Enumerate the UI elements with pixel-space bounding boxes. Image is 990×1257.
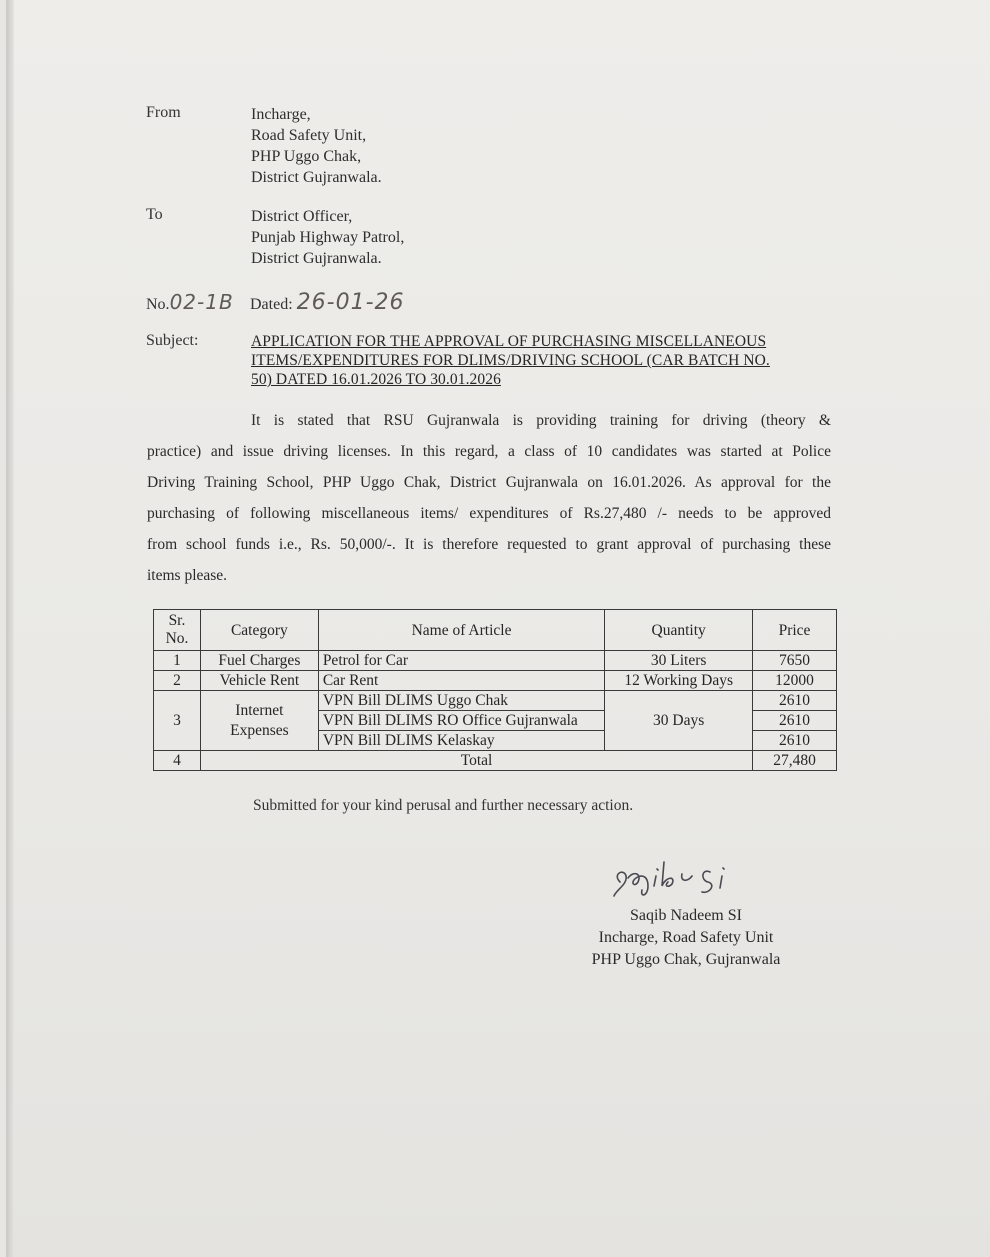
from-line: PHP Uggo Chak, (251, 148, 362, 165)
from-line: District Gujranwala. (251, 169, 382, 186)
cell-article: VPN Bill DLIMS Uggo Chak (318, 691, 604, 711)
ref-no-label: No. (146, 296, 170, 313)
expenditure-table (153, 609, 837, 771)
letter-page (6, 0, 990, 1257)
signatory-place: PHP Uggo Chak, Gujranwala (591, 951, 781, 968)
signatory-block (566, 905, 806, 971)
signatory-title: Incharge, Road Safety Unit (598, 929, 774, 946)
dated-label: Dated: (250, 296, 293, 313)
cell-price: 12000 (753, 671, 837, 691)
cell-article: Petrol for Car (318, 651, 604, 671)
ref-no-handwritten: 02-1B (169, 290, 234, 314)
header-article: Name of Article (318, 610, 604, 651)
cell-article: Car Rent (318, 671, 604, 691)
cell-category: Vehicle Rent (200, 671, 318, 691)
cell-sr: 1 (154, 651, 201, 671)
body-line: It is stated that RSU Gujranwala is providing training for driving (theory & (251, 412, 831, 429)
cell-price: 7650 (753, 651, 837, 671)
table-row (154, 691, 837, 711)
body-line: from school funds i.e., Rs. 50,000/-. It is therefore requested to grant approval of purchasing these (147, 536, 831, 553)
subject-line: 50) DATED 16.01.2026 TO 30.01.2026 (251, 371, 501, 388)
cell-category: Internet Expenses (200, 691, 318, 751)
cell-price: 2610 (753, 731, 837, 751)
to-label: To (146, 206, 163, 223)
cell-quantity: 30 Days (605, 691, 753, 751)
body-line: purchasing of following miscellaneous items/ expenditures of Rs.27,480 /- needs to be approved (147, 505, 831, 522)
closing-text: Submitted for your kind perusal and further necessary action. (253, 797, 634, 814)
ref-number (146, 290, 234, 314)
body-line: Driving Training School, PHP Uggo Chak, District Gujranwala on 16.01.2026. As approval for the (147, 474, 831, 491)
to-line: District Gujranwala. (251, 250, 382, 267)
cell-quantity: 12 Working Days (605, 671, 753, 691)
cell-quantity: 30 Liters (605, 651, 753, 671)
dated-handwritten: 26-01-26 (296, 290, 405, 315)
to-line: Punjab Highway Patrol, (251, 229, 405, 246)
from-line: Road Safety Unit, (251, 127, 367, 144)
header-quantity: Quantity (605, 610, 753, 651)
header-price: Price (753, 610, 837, 651)
subject-label: Subject: (146, 332, 199, 349)
header-sr-no: Sr. No. (154, 610, 201, 651)
table-row (154, 651, 837, 671)
to-address (251, 206, 404, 269)
cell-sr: 2 (154, 671, 201, 691)
page-shadow-edge (6, 0, 14, 1257)
header-category: Category (200, 610, 318, 651)
signatory-name: Saqib Nadeem SI (630, 907, 742, 924)
subject-line: ITEMS/EXPENDITURES FOR DLIMS/DRIVING SCHOOL (CAR BATCH NO. (251, 352, 770, 369)
body-line: practice) and issue driving licenses. In this regard, a class of 10 candidates was started at Police (147, 443, 831, 460)
subject-text (251, 332, 851, 389)
cell-sr: 4 (154, 751, 201, 771)
table-row (154, 671, 837, 691)
from-address (251, 104, 382, 188)
subject-line: APPLICATION FOR THE APPROVAL OF PURCHASING MISCELLANEOUS (251, 333, 767, 350)
cell-article: VPN Bill DLIMS Kelaskay (318, 731, 604, 751)
cell-sr: 3 (154, 691, 201, 751)
from-line: Incharge, (251, 106, 311, 123)
to-line: District Officer, (251, 208, 353, 225)
ref-date (250, 290, 405, 315)
body-line: items please. (147, 567, 228, 584)
cell-total-price: 27,480 (753, 751, 837, 771)
cell-total-label: Total (200, 751, 752, 771)
from-label: From (146, 104, 181, 121)
cell-price: 2610 (753, 711, 837, 731)
cell-category: Fuel Charges (200, 651, 318, 671)
handwritten-signature (606, 852, 746, 902)
body-paragraph (147, 405, 831, 591)
cell-price: 2610 (753, 691, 837, 711)
cell-article: VPN Bill DLIMS RO Office Gujranwala (318, 711, 604, 731)
table-header-row (154, 610, 837, 651)
table-total-row (154, 751, 837, 771)
